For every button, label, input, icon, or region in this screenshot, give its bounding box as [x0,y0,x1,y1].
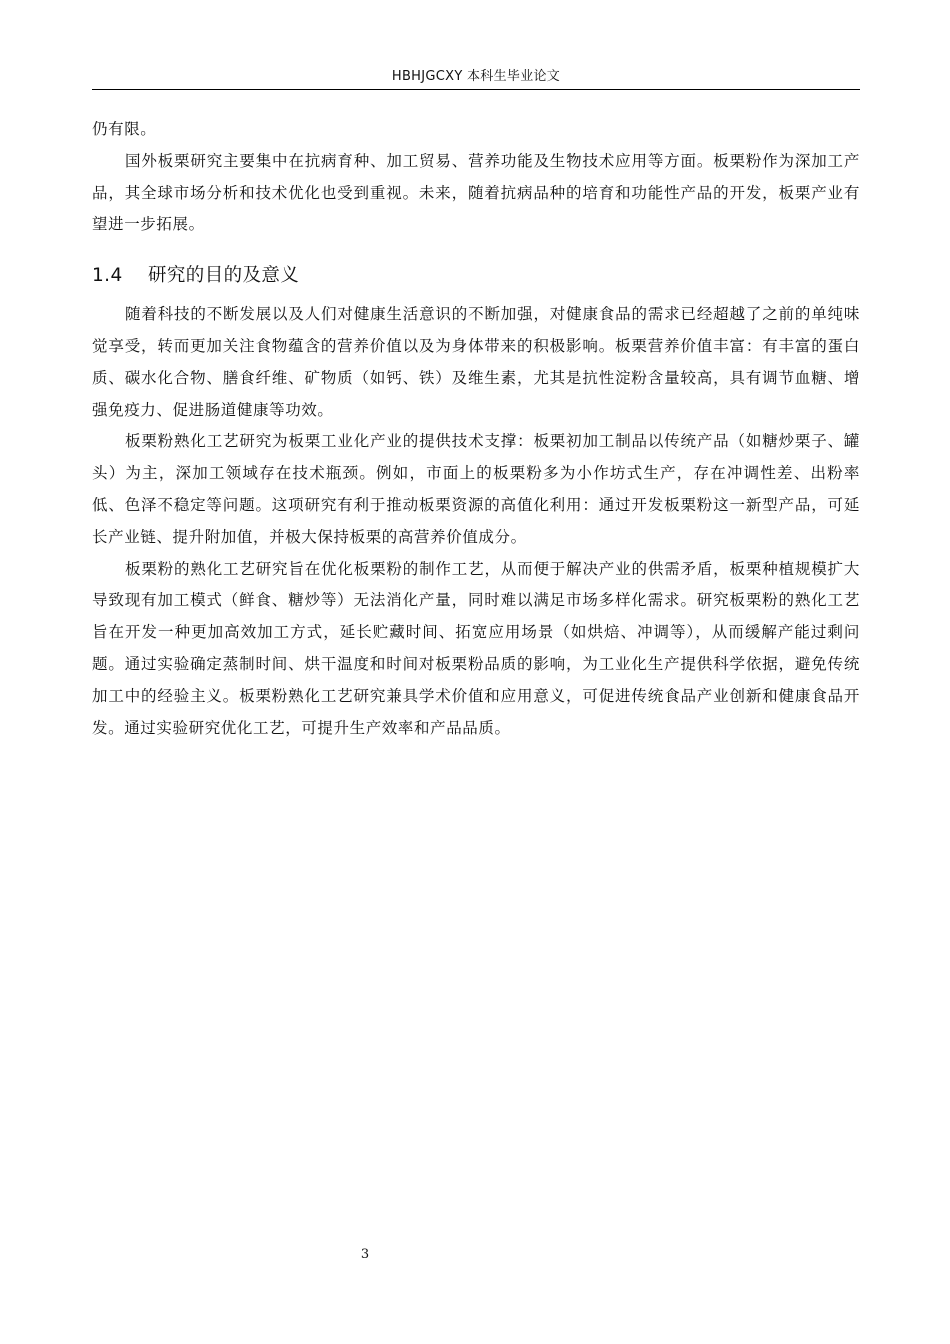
document-body [92,114,860,744]
paragraph: 仍有限。 [92,120,157,138]
section-number: 1.4 [92,265,123,287]
page-header [92,67,860,90]
paragraph: 板栗粉熟化工艺研究为板栗工业化产业的提供技术支撑：板栗初加工制品以传统产品（如糖炒栗子、罐头）为主，深加工领域存在技术瓶颈。例如，市面上的板栗粉多为小作坊式生产，存在冲调性差、出粉率低、色泽不稳定等问题。这项研究有利于推动板栗资源的高值化利用：通过开发板栗粉这一新型产品，可延长产业链、提升附加值，并极大保持板栗的高营养价值成分。 [92,432,860,546]
paragraph: 国外板栗研究主要集中在抗病育种、加工贸易、营养功能及生物技术应用等方面。板栗粉作为深加工产品，其全球市场分析和技术优化也受到重视。未来，随着抗病品种的培育和功能性产品的开发，板栗产业有望进一步拓展。 [92,151,860,234]
section-title: 研究的目的及意义 [148,265,300,287]
page-number: 3 [360,1247,370,1262]
section-heading [92,259,860,293]
paragraph: 随着科技的不断发展以及人们对健康生活意识的不断加强，对健康食品的需求已经超越了之前的单纯味觉享受，转而更加关注食物蕴含的营养价值以及为身体带来的积极影响。板栗营养价值丰富：有丰富的蛋白质、碳水化合物、膳食纤维、矿物质（如钙、铁）及维生素，尤其是抗性淀粉含量较高，具有调节血糖、增强免疫力、促进肠道健康等功效。 [92,305,860,419]
header-title: HBHJGCXY 本科生毕业论文 [391,69,561,84]
paragraph: 板栗粉的熟化工艺研究旨在优化板栗粉的制作工艺，从而便于解决产业的供需矛盾，板栗种植规模扩大导致现有加工模式（鲜食、糖炒等）无法消化产量，同时难以满足市场多样化需求。研究板栗粉的熟化工艺旨在开发一种更加高效加工方式，延长贮藏时间、拓宽应用场景（如烘焙、冲调等），从而缓解产能过剩问题。通过实验确定蒸制时间、烘干温度和时间对板栗粉品质的影响，为工业化生产提供科学依据，避免传统加工中的经验主义。板栗粉熟化工艺研究兼具学术价值和应用意义，可促进传统食品产业创新和健康食品开发。通过实验研究优化工艺，可提升生产效率和产品品质。 [92,559,860,737]
